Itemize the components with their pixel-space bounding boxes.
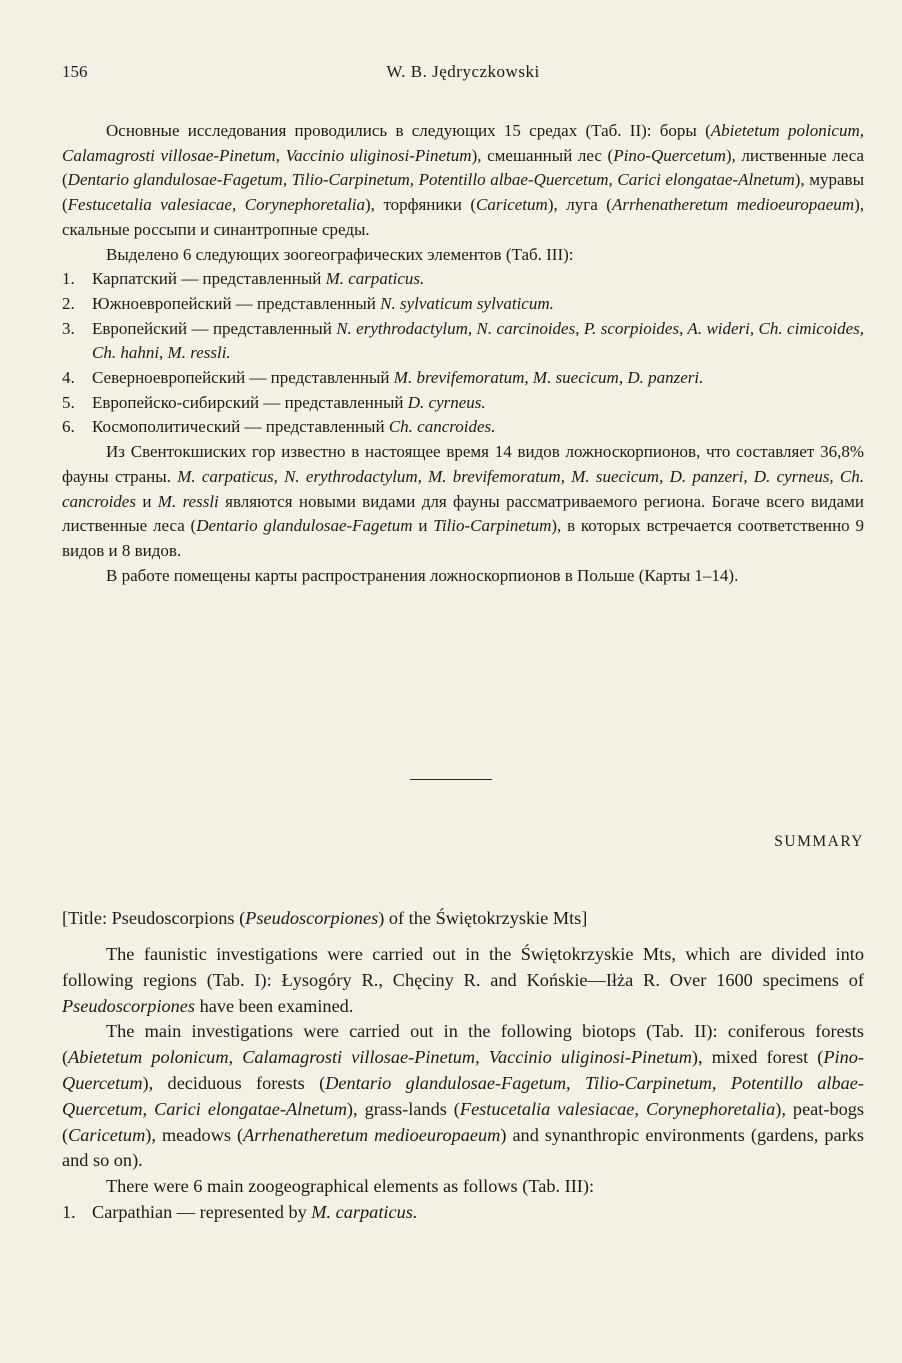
list-item <box>62 292 864 317</box>
latin-name-text: Pseudoscorpiones <box>62 995 196 1016</box>
latin-name-text: Festucetalia valesiacae, Corynephoretalia <box>459 1098 776 1119</box>
latin-name-text: N. erythrodactylum, N. carcinoides, P. scorpioides, A. wideri, Ch. cimicoides, Ch. hahni, M. ressli. <box>92 318 864 363</box>
latin-name-text: Pino-Quercetum <box>613 145 726 165</box>
text-run: Космополитический — представленный <box>92 417 389 437</box>
latin-name-text: M. carpaticus, N. erythrodactylum, M. brevifemoratum, M. suecicum, D. panzeri, D. cyrneus, Ch. cancroides <box>62 466 865 511</box>
latin-name-text: Tilio-Carpinetum <box>433 516 552 536</box>
list-item-number: 4. <box>62 368 75 388</box>
latin-name-text: Pino-Quercetum <box>62 1047 864 1093</box>
english-summary <box>62 942 864 1226</box>
summary-paragraph-elements: There were 6 main zoogeographical elements as follows (Tab. III): <box>106 1176 595 1197</box>
text-run: ), торфяники ( <box>365 195 477 215</box>
text-run: ) and synanthropic environments (gardens, parks and so on). <box>62 1124 864 1171</box>
russian-paragraph-biotopes <box>62 119 864 243</box>
latin-name-text: M. brevifemoratum, M. suecicum, D. panzeri. <box>393 368 704 388</box>
text-run: ), скальные россыпи и синантропные среды. <box>62 195 864 239</box>
text-run: и <box>135 491 158 511</box>
latin-name-text: Ch. cancroides. <box>388 417 496 437</box>
latin-name-text: Festucetalia valesiacae, Corynephoretalia <box>67 195 366 215</box>
list-item-number: 2. <box>62 293 75 313</box>
latin-name-text: Pseudoscorpiones <box>245 908 379 928</box>
latin-name-text: M. carpaticus. <box>325 269 425 289</box>
russian-paragraph-maps: В работе помещены карты распространения ложноскорпионов в Польше (Карты 1–14). <box>106 565 739 585</box>
text-run: ), лиственные леса ( <box>62 145 864 190</box>
running-head: W. B. Jędryczkowski <box>386 62 540 81</box>
latin-name-text: Abietetum polonicum, Calamagrosti villosae-Pinetum, Vaccinio uliginosi-Pinetum <box>68 1047 692 1068</box>
latin-name-text: Abietetum polonicum, Calamagrosti villosae-Pinetum, Vaccinio uliginosi-Pinetum <box>62 121 864 165</box>
latin-name-text: N. sylvaticum sylvaticum. <box>380 293 554 313</box>
text-run: ), mixed forest ( <box>691 1047 824 1068</box>
latin-name-text: Dentario glandulosae-Fagetum, Tilio-Carpinetum, Potentillo albae-Quercetum, Carici elongatae-Alnetum <box>62 1072 864 1119</box>
russian-paragraph-species <box>62 440 864 564</box>
text-run: ), смешанный лес ( <box>471 145 614 165</box>
latin-name-text: M. ressli <box>157 491 219 511</box>
summary-paragraph-investigations <box>62 942 864 1019</box>
list-item <box>62 267 864 292</box>
summary-paragraph-biotopes <box>62 1019 864 1174</box>
text-run: Карпатский — представленный <box>92 269 326 289</box>
text-run: ), луга ( <box>547 195 612 215</box>
text-run: The faunistic investigations were carried out in the Świętokrzyskie Mts, which are divided into following regions (Tab. I): Łysogóry R., Chęciny R. and Końskie—Iłża R. Over 1600 specimens of <box>62 944 864 990</box>
latin-name-text: D. cyrneus. <box>407 392 486 412</box>
text-run: ), муравы ( <box>62 170 864 215</box>
text-run: Северноевропейский — представленный <box>92 368 394 388</box>
text-run: The main investigations were carried out in the following biotops (Tab. II): coniferous forests ( <box>62 1021 864 1068</box>
text-run: Основные исследования проводились в следующих 15 средах (Таб. II): боры ( <box>106 121 711 140</box>
latin-name-text: Caricetum <box>68 1124 146 1145</box>
text-run: ), grass-lands ( <box>346 1098 460 1119</box>
latin-name-text: Arrhenatheretum medioeuropaeum <box>611 195 855 215</box>
text-run: ), в которых встречается соответственно 9 видов и 8 видов. <box>62 516 864 560</box>
summary-elements-list <box>62 1200 864 1226</box>
text-run: Европейский — представленный <box>92 318 337 338</box>
list-item <box>62 366 864 391</box>
text-run: ) of the Świętokrzyskie Mts] <box>378 908 588 928</box>
text-run: являются новыми видами для фауны рассматриваемого региона. Богаче всего видами лиственные леса ( <box>62 491 864 536</box>
list-item-number: 1. <box>62 269 75 289</box>
latin-name-text: Arrhenatheretum medioeuropaeum <box>243 1124 501 1145</box>
russian-elements-list <box>62 267 864 440</box>
list-item-number: 1. <box>62 1201 76 1222</box>
russian-paragraph-elements: Выделено 6 следующих зоогеографических элементов (Таб. III): <box>106 244 574 264</box>
list-item <box>62 317 864 366</box>
page-number: 156 <box>62 62 88 81</box>
text-run: Южноевропейский — представленный <box>92 293 381 313</box>
text-run: Из Свентокшиских гор известно в настоящее время 14 видов ложноскорпионов, что составляет 36,8% фауны страны. <box>62 442 864 486</box>
text-run: Carpathian — represented by <box>92 1201 312 1222</box>
latin-name-text: Dentario glandulosae-Fagetum, Tilio-Carpinetum, Potentillo albae-Quercetum, Carici elongatae-Alnetum <box>67 170 795 190</box>
page-header <box>62 62 864 86</box>
list-item <box>62 415 864 440</box>
text-run: [Title: Pseudoscorpions ( <box>62 908 246 928</box>
latin-name-text: Caricetum <box>476 195 548 215</box>
latin-name-text: Dentario glandulosae-Fagetum <box>196 516 413 536</box>
list-item-number: 5. <box>62 392 75 412</box>
text-run: ), deciduous forests ( <box>142 1072 326 1093</box>
text-run: ), peat-bogs ( <box>62 1098 865 1145</box>
text-run: Европейско-сибирский — представленный <box>92 392 408 412</box>
list-item <box>62 391 864 416</box>
summary-title <box>62 908 587 929</box>
list-item-number: 3. <box>62 318 75 338</box>
latin-name-text: M. carpaticus. <box>311 1201 418 1222</box>
section-divider <box>410 779 492 780</box>
text-run: have been examined. <box>195 995 354 1016</box>
summary-heading: SUMMARY <box>774 833 864 850</box>
russian-abstract <box>62 119 864 588</box>
list-item <box>62 1200 864 1226</box>
text-run: ), meadows ( <box>145 1124 244 1145</box>
text-run: и <box>412 516 434 536</box>
list-item-number: 6. <box>62 417 75 437</box>
